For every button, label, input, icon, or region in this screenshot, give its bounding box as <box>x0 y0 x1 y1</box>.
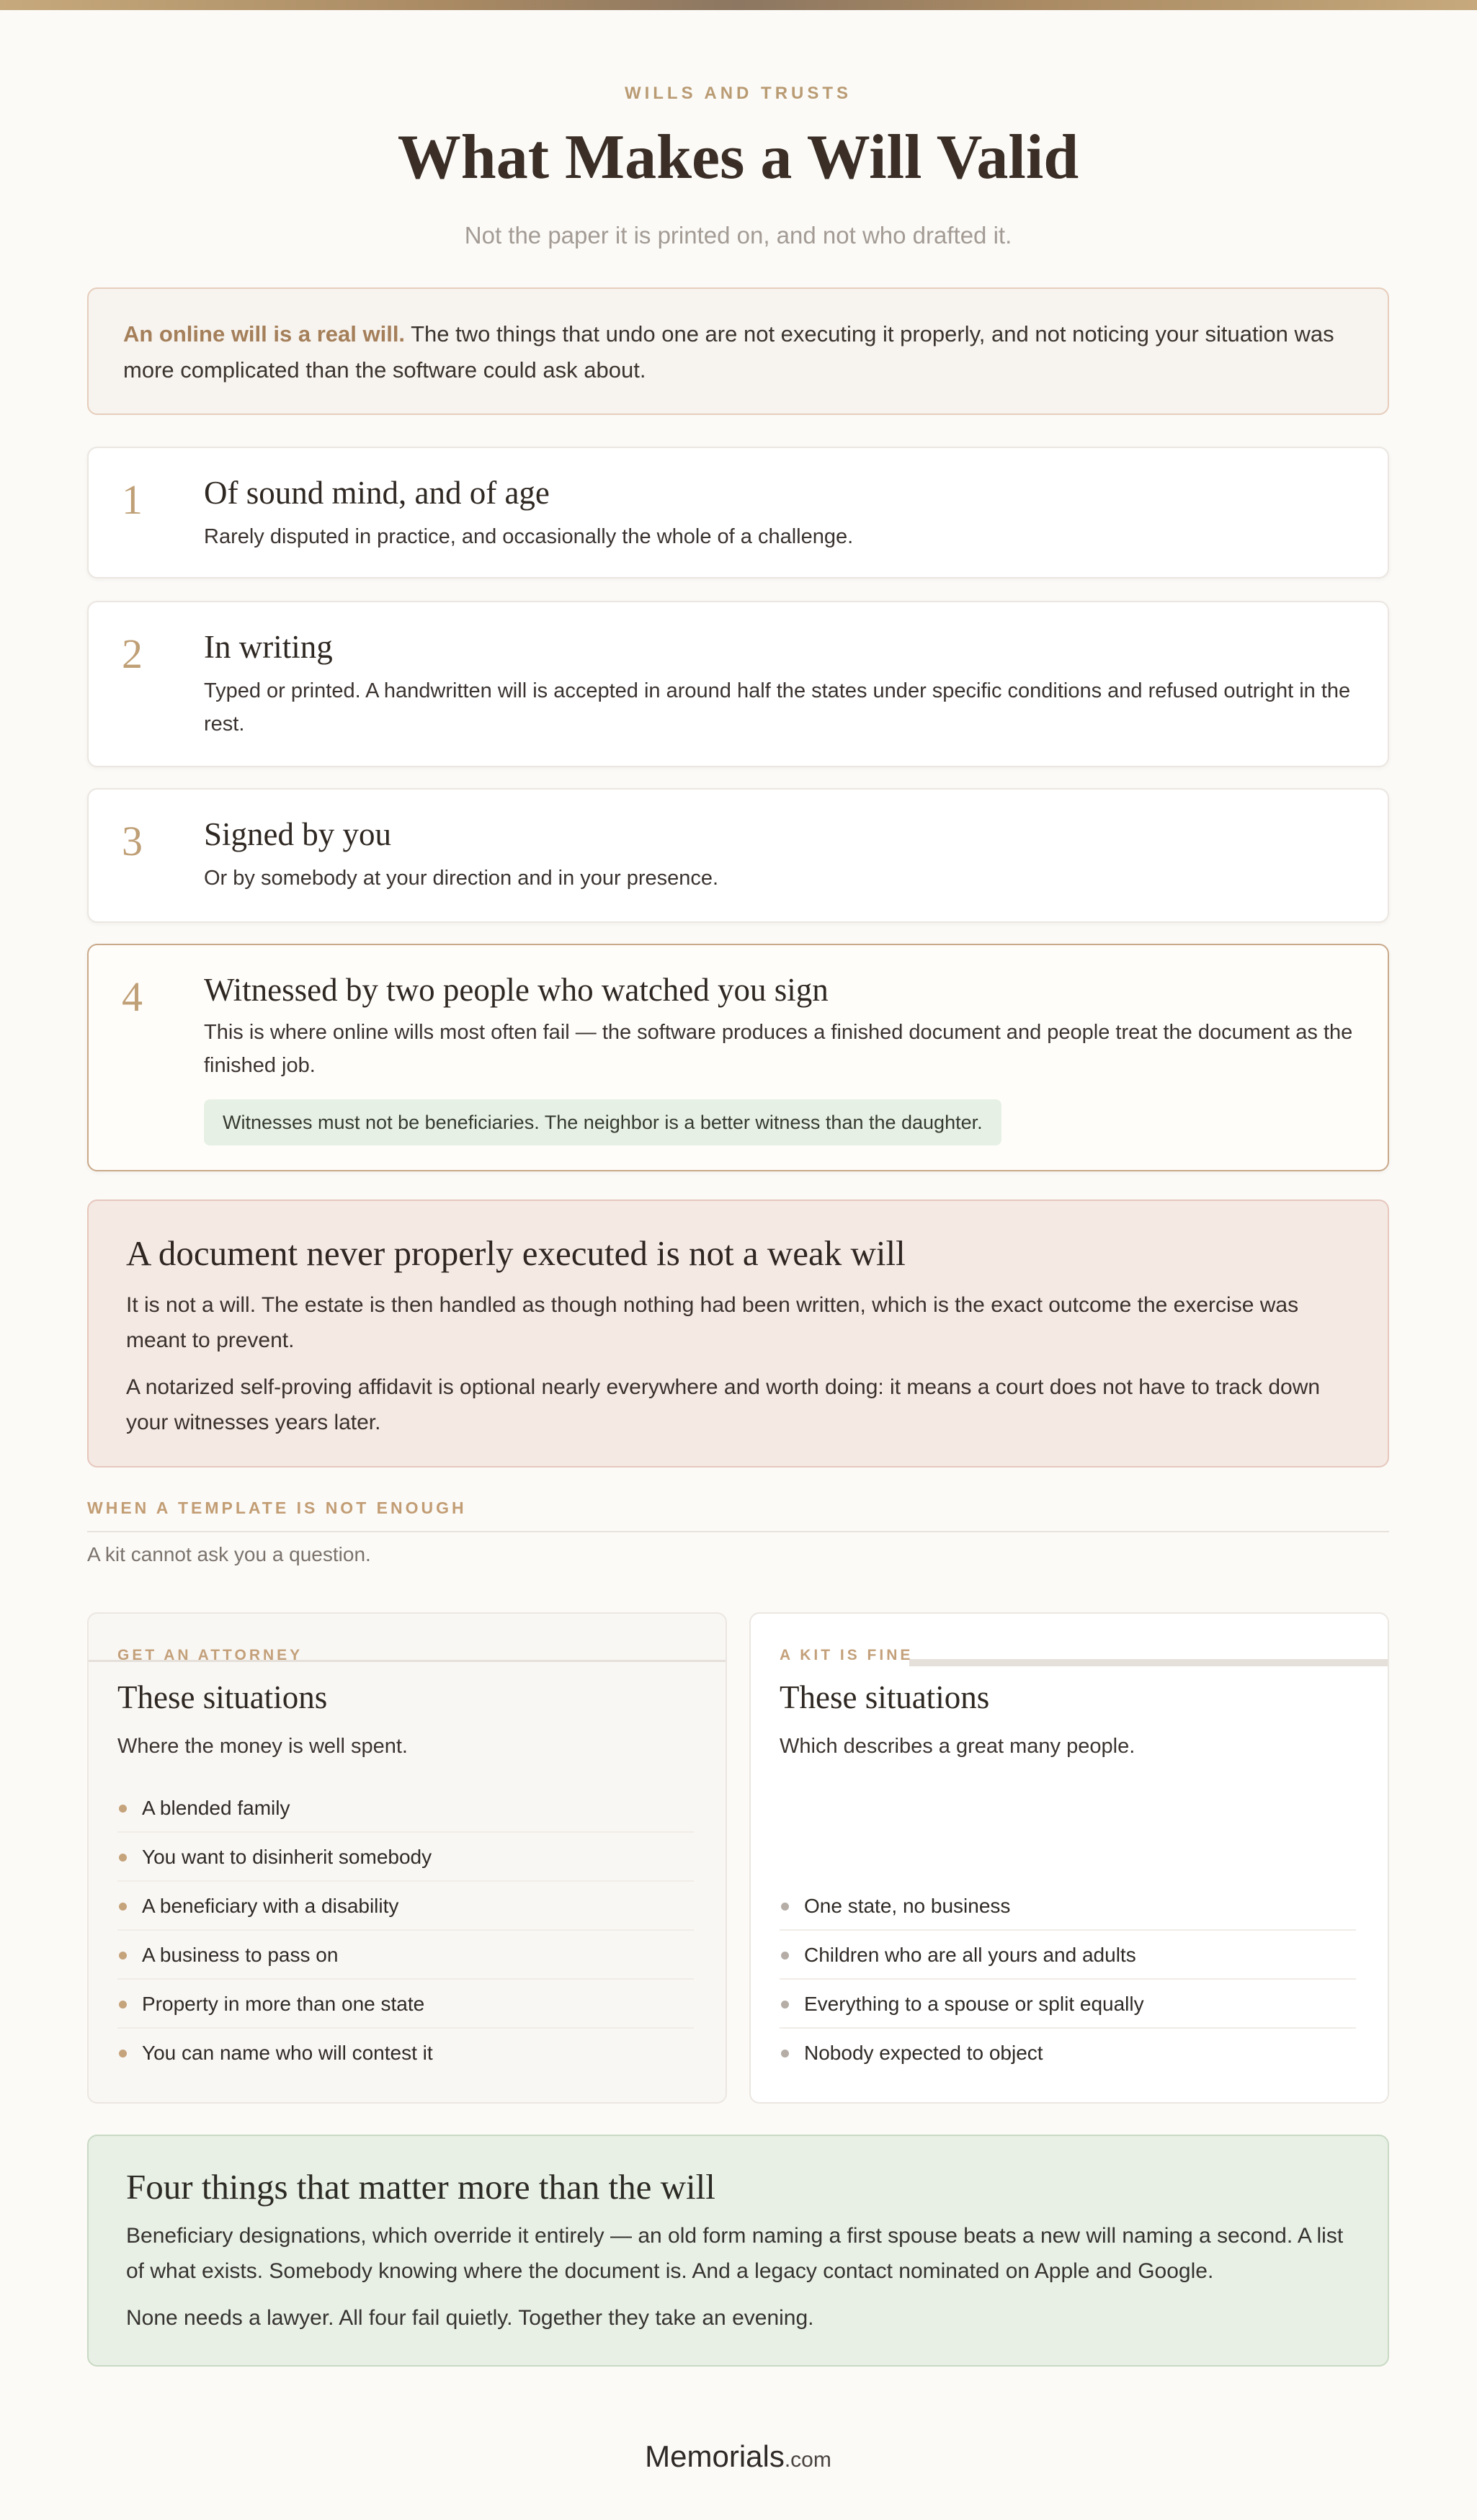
step-title: In writing <box>204 629 333 665</box>
warning-paragraph: It is not a will. The estate is then handled as though nothing had been written, which is the exact outcome the exercise was meant to prevent. <box>126 1293 1299 1352</box>
card-title: These situations <box>780 1679 990 1715</box>
logo-wordmark: Memorials <box>645 2439 785 2473</box>
intro-text: The two things that undo one are not executing it properly, and not noticing your situation was more complicated than the software could ask about. <box>123 321 1334 383</box>
list-item: Nobody expected to object <box>780 2029 1356 2078</box>
bullet-icon <box>119 2050 127 2057</box>
section-label: WHEN A TEMPLATE IS NOT ENOUGH <box>87 1498 467 1517</box>
attorney-situations-list <box>117 1784 694 2078</box>
top-accent-bar <box>0 0 1477 10</box>
intro-callout <box>87 287 1389 415</box>
attorney-card <box>87 1612 727 2104</box>
step-title: Witnessed by two people who watched you sign <box>204 972 829 1008</box>
kit-situations-list <box>780 1882 1356 2078</box>
step-number: 1 <box>122 476 143 523</box>
card-title: These situations <box>117 1679 328 1715</box>
section-divider <box>87 1531 1389 1532</box>
category-eyebrow: WILLS AND TRUSTS <box>624 84 852 103</box>
bullet-icon <box>119 2001 127 2009</box>
warning-title: A document never properly executed is not a weak will <box>126 1233 906 1273</box>
step-body: This is where online wills most often fail — the software produces a finished document and people treat the document as the finished job. <box>204 1021 1353 1077</box>
four-things-paragraph: None needs a lawyer. All four fail quietly. Together they take an evening. <box>126 2306 814 2330</box>
list-item: A blended family <box>117 1784 694 1833</box>
bullet-icon <box>781 2001 789 2009</box>
list-item: A beneficiary with a disability <box>117 1882 694 1931</box>
bullet-icon <box>781 1903 789 1911</box>
list-item: Property in more than one state <box>117 1980 694 2029</box>
page-title: What Makes a Will Valid <box>397 122 1079 192</box>
warning-callout <box>87 1199 1389 1467</box>
step-body: Rarely disputed in practice, and occasionally the whole of a challenge. <box>204 525 854 548</box>
step-body: Typed or printed. A handwritten will is accepted in around half the states under specific conditions and refused outright in the rest. <box>204 679 1351 736</box>
four-things-title: Four things that matter more than the will <box>126 2167 715 2207</box>
requirement-card-2 <box>87 601 1389 767</box>
bullet-icon <box>781 1952 789 1960</box>
warning-paragraph: A notarized self-proving affidavit is optional nearly everywhere and worth doing: it means a court does not have to track down your witnesses years later. <box>126 1375 1321 1434</box>
step-number: 4 <box>122 973 143 1020</box>
card-subtitle: Which describes a great many people. <box>780 1735 1135 1758</box>
bullet-icon <box>781 2050 789 2057</box>
logo-suffix: .com <box>784 2448 831 2472</box>
step-number: 3 <box>122 818 143 864</box>
list-item: A business to pass on <box>117 1931 694 1980</box>
bullet-icon <box>119 1854 127 1862</box>
intro-lead: An online will is a real will. <box>123 321 406 347</box>
bullet-icon <box>119 1903 127 1911</box>
step-title: Signed by you <box>204 816 392 852</box>
requirement-card-1 <box>87 447 1389 578</box>
step-number: 2 <box>122 630 143 677</box>
bullet-icon <box>119 1952 127 1960</box>
list-item: You can name who will contest it <box>117 2029 694 2078</box>
card-rule <box>909 1659 1389 1666</box>
list-item: Everything to a spouse or split equally <box>780 1980 1356 2029</box>
step-title: Of sound mind, and of age <box>204 475 550 511</box>
requirement-card-4 <box>87 944 1389 1171</box>
list-item: Children who are all yours and adults <box>780 1931 1356 1980</box>
witness-note: Witnesses must not be beneficiaries. The neighbor is a better witness than the daughter. <box>204 1099 1001 1145</box>
four-things-paragraph: Beneficiary designations, which override it entirely — an old form naming a first spouse beats a new will naming a second. A list of what exists. Somebody knowing where the document is. And a legacy contact nominated on Apple and Google. <box>126 2224 1344 2283</box>
four-things-callout <box>87 2135 1389 2367</box>
list-item: One state, no business <box>780 1882 1356 1931</box>
page-subtitle: Not the paper it is printed on, and not who drafted it. <box>464 222 1012 249</box>
step-body: Or by somebody at your direction and in your presence. <box>204 867 719 890</box>
card-label: GET AN ATTORNEY <box>117 1647 303 1663</box>
requirement-card-3 <box>87 788 1389 923</box>
bullet-icon <box>119 1805 127 1813</box>
kit-card <box>749 1612 1389 2104</box>
memorials-logo[interactable] <box>87 2439 1389 2474</box>
list-item: You want to disinherit somebody <box>117 1833 694 1882</box>
card-label: A KIT IS FINE <box>780 1647 914 1663</box>
section-subtitle: A kit cannot ask you a question. <box>87 1543 371 1565</box>
card-subtitle: Where the money is well spent. <box>117 1735 408 1758</box>
